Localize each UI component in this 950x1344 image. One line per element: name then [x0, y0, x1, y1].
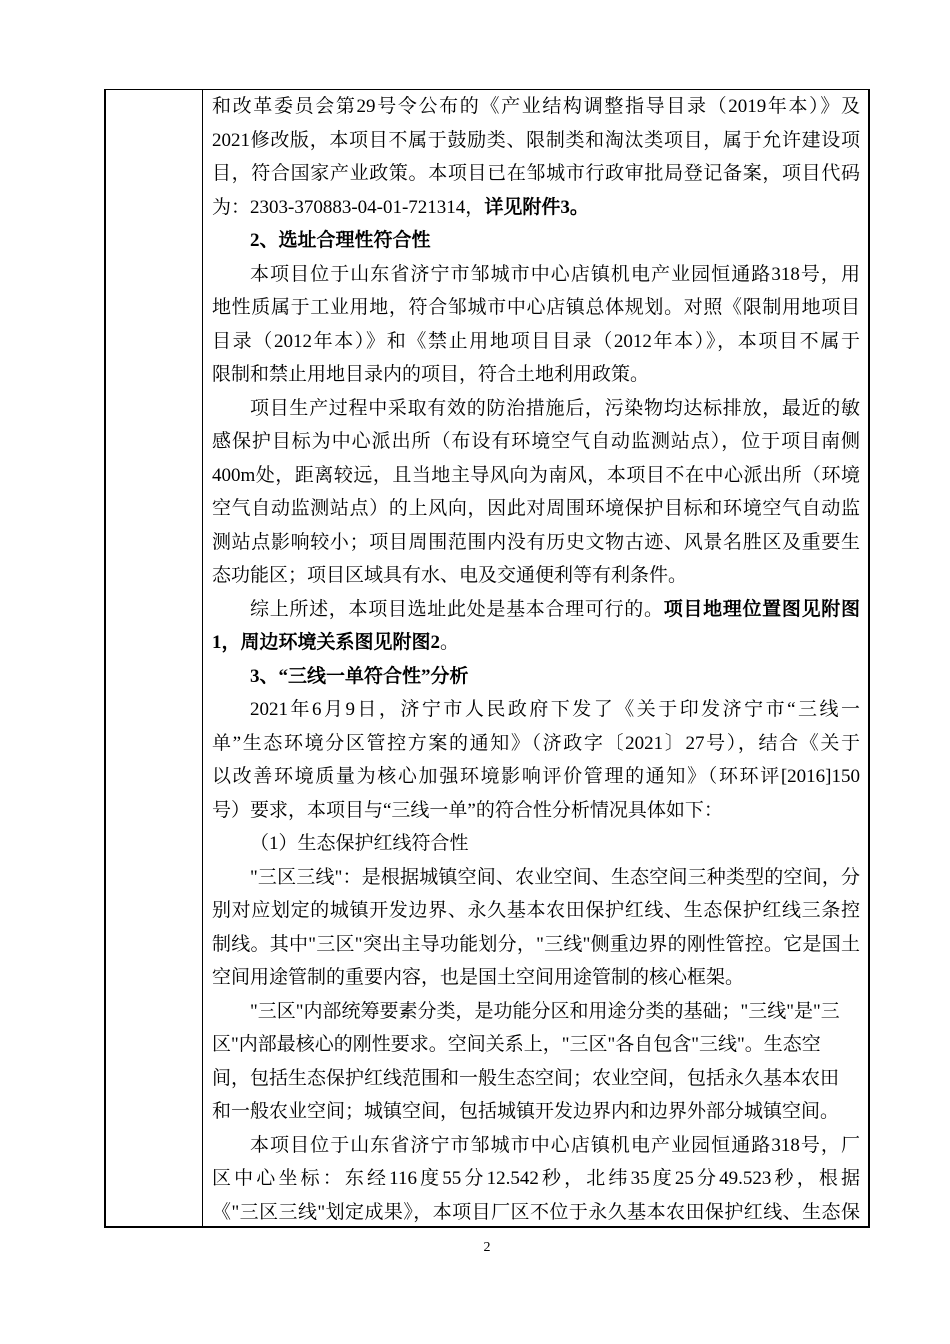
text-line [212, 291, 860, 325]
body-text: 测站点影响较小；项目周围范围内没有历史文物古迹、风景名胜区及重要生 [212, 531, 860, 553]
text-line [212, 626, 860, 660]
body-text: 态功能区；项目区域具有水、电及交通便利等有利条件。 [212, 565, 688, 586]
text-line [212, 459, 860, 493]
body-text: 区"内部最核心的刚性要求。空间关系上，"三区"各自包含"三线"。生态空 [212, 1034, 821, 1055]
body-text: 感保护目标为中心派出所（布设有环境空气自动监测站点），位于项目南侧 [212, 431, 860, 452]
body-text: 号）要求，本项目与“三线一单”的符合性分析情况具体如下： [212, 799, 723, 821]
body-text: 2021年6月9日，济宁市人民政府下发了《关于印发济宁市“三线一 [250, 699, 860, 720]
text-line [212, 794, 860, 828]
text-line [212, 693, 860, 727]
body-text: 目录（2012年本）》和《禁止用地项目目录（2012年本）》，本项目不属于 [212, 330, 860, 352]
body-text: 别对应划定的城镇开发边界、永久基本农田保护红线、生态保护红线三条控 [212, 900, 860, 921]
text-line [212, 1129, 860, 1163]
body-text: 《"三区三线"划定成果》，本项目厂区不位于永久基本农田保护红线、生态保 [212, 1201, 860, 1223]
body-text: 空气自动监测站点）的上风向，因此对周围环境保护目标和环境空气自动监 [212, 498, 860, 519]
text-line [212, 995, 860, 1029]
text-line [212, 325, 860, 359]
bold-text: 详见附件3。 [484, 196, 589, 218]
bold-text: 3、“三线一单符合性”分析 [250, 665, 469, 687]
body-text: 间，包括生态保护红线范围和一般生态空间；农业空间，包括永久基本农田 [212, 1067, 840, 1089]
text-line [212, 760, 860, 794]
body-text: "三区"内部统筹要素分类，是功能分区和用途分类的基础；"三线"是"三 [250, 1000, 840, 1022]
body-text: 空间用途管制的重要内容，也是国土空间用途管制的核心框架。 [212, 967, 745, 988]
body-text: 和改革委员会第29号令公布的《产业结构调整指导目录（2019年本）》及 [212, 96, 860, 117]
text-line [212, 90, 860, 124]
text-line [212, 928, 860, 962]
body-text: 2021修改版，本项目不属于鼓励类、限制类和淘汰类项目，属于允许建设项 [212, 129, 860, 151]
body-text: （1）生态保护红线符合性 [250, 833, 469, 854]
text-line [212, 559, 860, 593]
text-line [212, 1095, 860, 1129]
text-line [212, 258, 860, 292]
table-content-cell [212, 90, 860, 1229]
text-line [212, 157, 860, 191]
text-line [212, 593, 860, 627]
body-text: 区中心坐标：东经116度55分12.542秒，北纬35度25分49.523秒，根据 [212, 1168, 860, 1189]
body-text: 制线。其中"三区"突出主导功能划分，"三线"侧重边界的刚性管控。它是国土 [212, 933, 860, 955]
body-text: 和一般农业空间；城镇空间，包括城镇开发边界内和边界外部分城镇空间。 [212, 1101, 840, 1122]
bold-text: 1，周边环境关系图见附图2 [212, 632, 441, 653]
body-text: 。 [440, 632, 460, 653]
body-text: 项目生产过程中采取有效的防治措施后，污染物均达标排放，最近的敏 [250, 397, 860, 419]
bold-text: 2、选址合理性符合性 [250, 230, 431, 251]
text-line [212, 1162, 860, 1196]
body-text: 400m处，距离较远，且当地主导风向为南风，本项目不在中心派出所（环境 [212, 464, 860, 486]
text-line [212, 861, 860, 895]
text-line [212, 1196, 860, 1230]
text-line [212, 492, 860, 526]
text-line [212, 660, 860, 694]
body-text: 本项目位于山东省济宁市邹城市中心店镇机电产业园恒通路318号，用 [250, 263, 860, 285]
text-line [212, 191, 860, 225]
bold-text: 项目地理位置图见附图 [663, 598, 860, 620]
text-line [212, 124, 860, 158]
text-line [212, 392, 860, 426]
body-text: 单”生态环境分区管控方案的通知》（济政字〔2021〕27号），结合《关于 [212, 732, 860, 754]
body-text: 地性质属于工业用地，符合邹城市中心店镇总体规划。对照《限制用地项目 [212, 297, 860, 318]
text-line [212, 425, 860, 459]
text-line [212, 894, 860, 928]
table-label-column [106, 90, 203, 1226]
body-text: 以改善环境质量为核心加强环境影响评价管理的通知》（环环评[2016]150 [212, 766, 860, 787]
text-line [212, 1028, 860, 1062]
text-line [212, 224, 860, 258]
body-text: "三区三线"：是根据城镇空间、农业空间、生态空间三种类型的空间，分 [250, 866, 860, 888]
text-line [212, 827, 860, 861]
text-line [212, 358, 860, 392]
body-text: 为：2303-370883-04-01-721314， [212, 196, 485, 218]
body-text: 目，符合国家产业政策。本项目已在邹城市行政审批局登记备案，项目代码 [212, 163, 860, 184]
text-line [212, 1062, 860, 1096]
text-line [212, 727, 860, 761]
text-line [212, 526, 860, 560]
content-table [104, 89, 870, 1228]
page-number: 2 [483, 1240, 491, 1255]
body-text: 综上所述，本项目选址此处是基本合理可行的。 [250, 598, 664, 620]
body-text: 本项目位于山东省济宁市邹城市中心店镇机电产业园恒通路318号，厂 [250, 1134, 860, 1156]
body-text: 限制和禁止用地目录内的项目，符合土地利用政策。 [212, 364, 650, 385]
text-line [212, 961, 860, 995]
